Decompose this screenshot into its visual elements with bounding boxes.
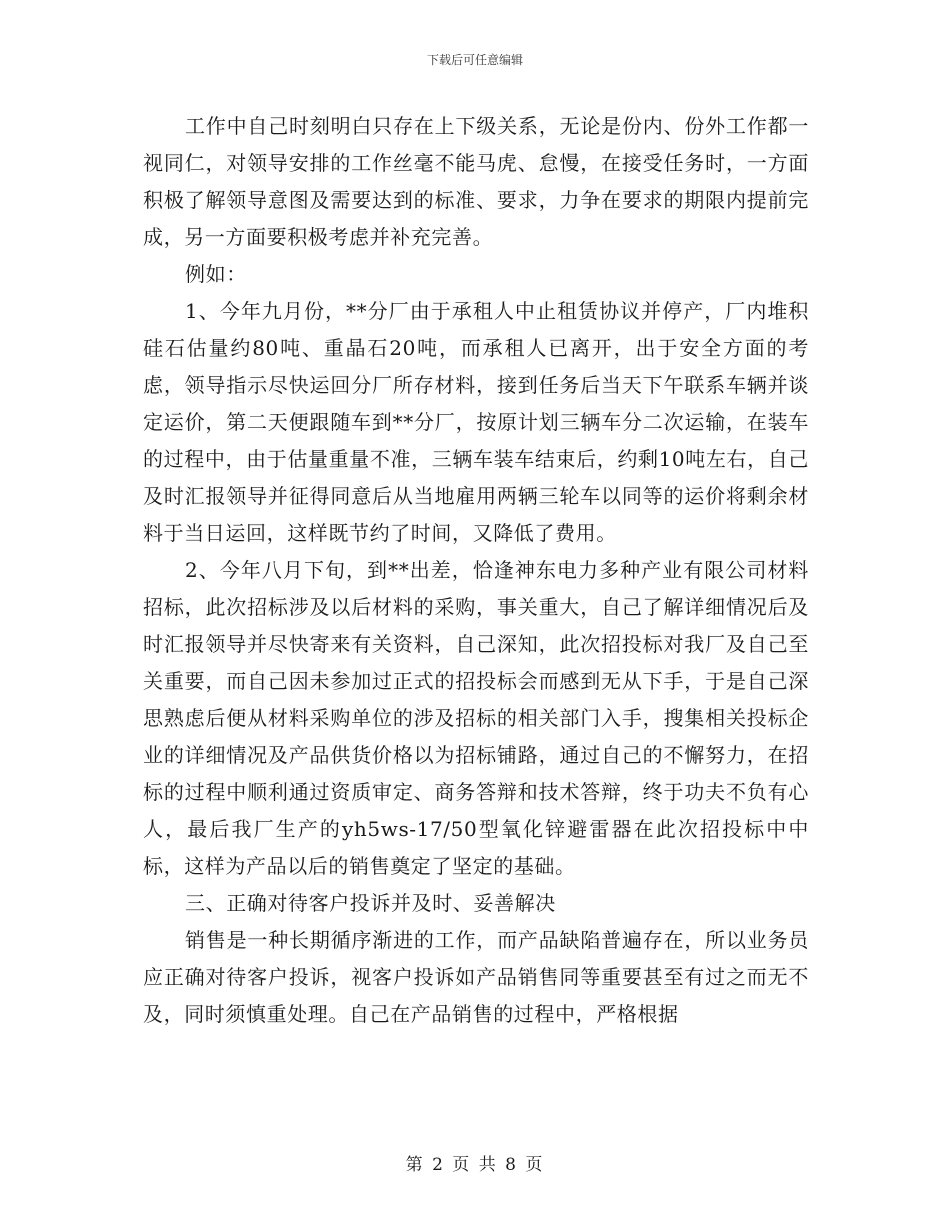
paragraph-complaints: 销售是一种长期循序渐进的工作，而产品缺陷普遍存在，所以业务员应正确对待客户投诉，视客户投诉如产品销售同等重要甚至有过之而无不及，同时须慎重处理。自己在产品销售的过程中，严格根据 — [143, 928, 809, 1026]
paragraph-example-1: 1、今年九月份，**分厂由于承租人中止租赁协议并停产，厂内堆积硅石估量约80吨、重晶石20吨，而承租人已离开，出于安全方面的考虑，领导指示尽快运回分厂所存材料，接到任务后当天下午联系车辆并谈定运价，第二天便跟随车到**分厂，按原计划三辆车分二次运输，在装车的过程中，由于估量重量不准，三辆车装车结束后，约剩10吨左右，自己及时汇报领导并征得同意后从当地雇用两辆三轮车以同等的运价将剩余材料于当日运回，这样既节约了时间，又降低了费用。 — [143, 299, 809, 545]
paragraph-work-attitude: 工作中自己时刻明白只存在上下级关系，无论是份内、份外工作都一视同仁，对领导安排的工作丝毫不能马虎、怠慢，在接受任务时，一方面积极了解领导意图及需要达到的标准、要求，力争在要求的期限内提前完成，另一方面要积极考虑并补充完善。 — [143, 114, 809, 249]
paragraph-example-2: 2、今年八月下旬，到**出差，恰逢神东电力多种产业有限公司材料招标，此次招标涉及以后材料的采购，事关重大，自己了解详细情况后及时汇报领导并尽快寄来有关资料，自己深知，此次招投标对我厂及自己至关重要，而自己因未参加过正式的招投标会而感到无从下手，于是自己深思熟虑后便从材料采购单位的涉及招标的相关部门入手，搜集相关投标企业的详细情况及产品供货价格以为招标铺路，通过自己的不懈努力，在招标的过程中顺利通过资质审定、商务答辩和技术答辩，终于功夫不负有心人，最后我厂生产的yh5ws-17/50型氧化锌避雷器在此次招投标中中标，这样为产品以后的销售奠定了坚定的基础。 — [143, 558, 809, 878]
section-heading-complaints: 三、正确对待客户投诉并及时、妥善解决 — [185, 891, 556, 915]
page-header: 下载后可任意编辑 — [426, 53, 523, 67]
document-body — [143, 108, 809, 1033]
paragraph-example-intro: 例如： — [185, 262, 247, 286]
page-footer: 第 2 页 共 8 页 — [405, 1155, 545, 1175]
